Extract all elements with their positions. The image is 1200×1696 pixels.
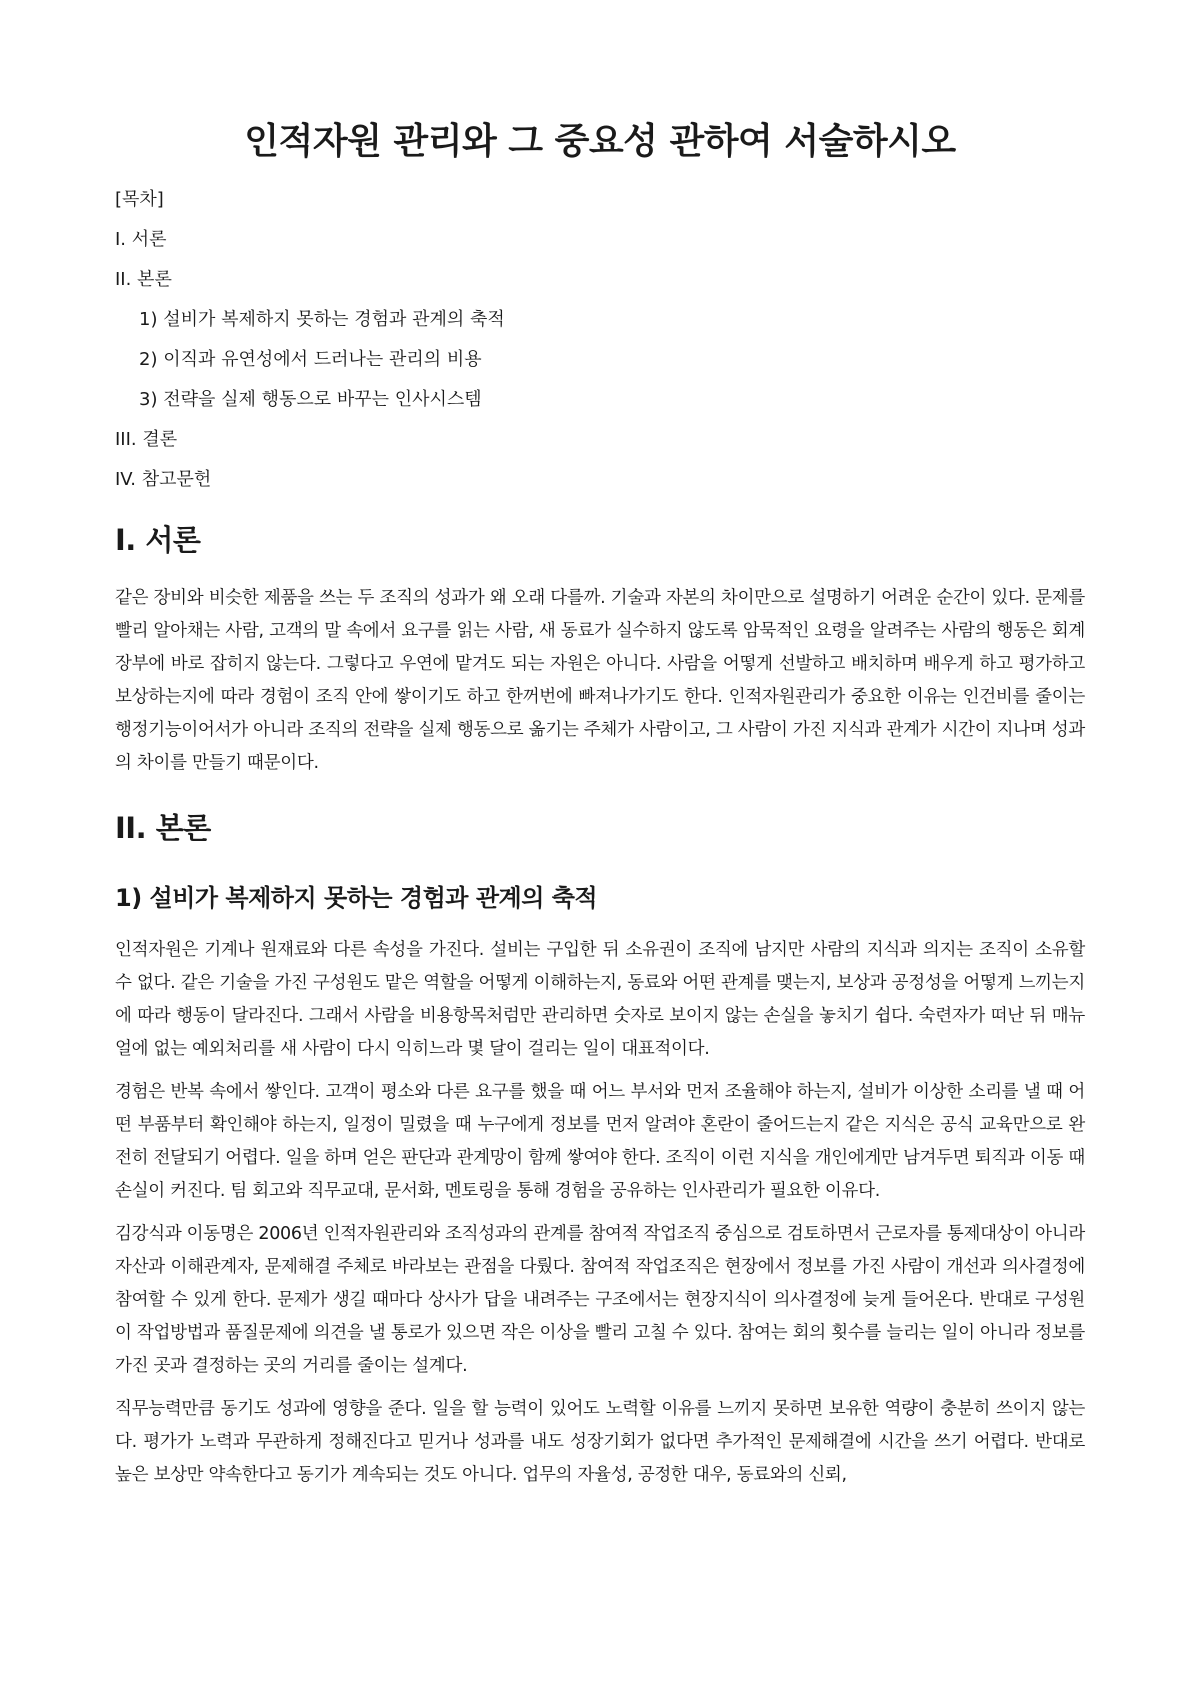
body-paragraph: 김강식과 이동명은 2006년 인적자원관리와 조직성과의 관계를 참여적 작업조직 중심으로 검토하면서 근로자를 통제대상이 아니라 자산과 이해관계자, 문제해결 주체로 바라보는 관점을 다뤘다. 참여적 작업조직은 현장에서 정보를 가진 사람이 개선과 의사결정에 참여할 수 있게 한다. 문제가 생길 때마다 상사가 답을 내려주는 구조에서는 현장지식이 의사결정에 늦게 들어온다. 반대로 구성원이 작업방법과 품질문제에 의견을 낼 통로가 있으면 작은 이상을 빨리 고칠 수 있다. 참여는 회의 횟수를 늘리는 일이 아니라 정보를 가진 곳과 결정하는 곳의 거리를 줄이는 설계다. [115, 1224, 1085, 1376]
body-paragraph: 직무능력만큼 동기도 성과에 영향을 준다. 일을 할 능력이 있어도 노력할 이유를 느끼지 못하면 보유한 역량이 충분히 쓰이지 않는다. 평가가 노력과 무관하게 정해진다고 믿거나 성과를 내도 성장기회가 없다면 추가적인 문제해결에 시간을 쓰기 어렵다. 반대로 높은 보상만 약속한다고 동기가 계속되는 것도 아니다. 업무의 자율성, 공정한 대우, 동료와의 신뢰, [115, 1399, 1085, 1485]
toc-item: 2) 이직과 유연성에서 드러나는 관리의 비용 [139, 349, 482, 370]
body-paragraph: 인적자원은 기계나 원재료와 다른 속성을 가진다. 설비는 구입한 뒤 소유권이 조직에 남지만 사람의 지식과 의지는 조직이 소유할 수 없다. 같은 기술을 가진 구성원도 맡은 역할을 어떻게 이해하는지, 동료와 어떤 관계를 맺는지, 보상과 공정성을 어떻게 느끼는지에 따라 행동이 달라진다. 그래서 사람을 비용항목처럼만 관리하면 숫자로 보이지 않는 손실을 놓치기 쉽다. 숙련자가 떠난 뒤 매뉴얼에 없는 예외처리를 새 사람이 다시 익히느라 몇 달이 걸리는 일이 대표적이다. [115, 940, 1085, 1059]
toc-heading: [목차] [115, 189, 164, 210]
toc-item: 3) 전략을 실제 행동으로 바꾸는 인사시스템 [139, 389, 482, 410]
toc-item: 1) 설비가 복제하지 못하는 경험과 관계의 축적 [139, 309, 505, 330]
section-heading-body: II. 본론 [115, 811, 211, 845]
body-paragraph: 경험은 반복 속에서 쌓인다. 고객이 평소와 다른 요구를 했을 때 어느 부서와 먼저 조율해야 하는지, 설비가 이상한 소리를 낼 때 어떤 부품부터 확인해야 하는지, 일정이 밀렸을 때 누구에게 정보를 먼저 알려야 혼란이 줄어드는지 같은 지식은 공식 교육만으로 완전히 전달되기 어렵다. 일을 하며 얻은 판단과 관계망이 함께 쌓여야 한다. 조직이 이런 지식을 개인에게만 남겨두면 퇴직과 이동 때 손실이 커진다. 팀 회고와 직무교대, 문서화, 멘토링을 통해 경험을 공유하는 인사관리가 필요한 이유다. [115, 1082, 1085, 1201]
toc-item: III. 결론 [115, 429, 178, 450]
toc-item: II. 본론 [115, 269, 172, 290]
table-of-contents [115, 188, 1085, 492]
toc-item: I. 서론 [115, 229, 167, 250]
body-paragraph: 같은 장비와 비슷한 제품을 쓰는 두 조직의 성과가 왜 오래 다를까. 기술과 자본의 차이만으로 설명하기 어려운 순간이 있다. 문제를 빨리 알아채는 사람, 고객의 말 속에서 요구를 읽는 사람, 새 동료가 실수하지 않도록 암묵적인 요령을 알려주는 사람의 행동은 회계장부에 바로 잡히지 않는다. 그렇다고 우연에 맡겨도 되는 자원은 아니다. 사람을 어떻게 선발하고 배치하며 배우게 하고 평가하고 보상하는지에 따라 경험이 조직 안에 쌓이기도 하고 한꺼번에 빠져나가기도 한다. 인적자원관리가 중요한 이유는 인건비를 줄이는 행정기능이어서가 아니라 조직의 전략을 실제 행동으로 옮기는 주체가 사람이고, 그 사람이 가진 지식과 관계가 시간이 지나며 성과의 차이를 만들기 때문이다. [115, 588, 1085, 773]
document-title: 인적자원 관리와 그 중요성 관하여 서술하시오 [244, 121, 956, 162]
subsection-heading: 1) 설비가 복제하지 못하는 경험과 관계의 축적 [115, 884, 598, 912]
section-heading-intro: I. 서론 [115, 523, 201, 557]
toc-item: IV. 참고문헌 [115, 469, 212, 490]
